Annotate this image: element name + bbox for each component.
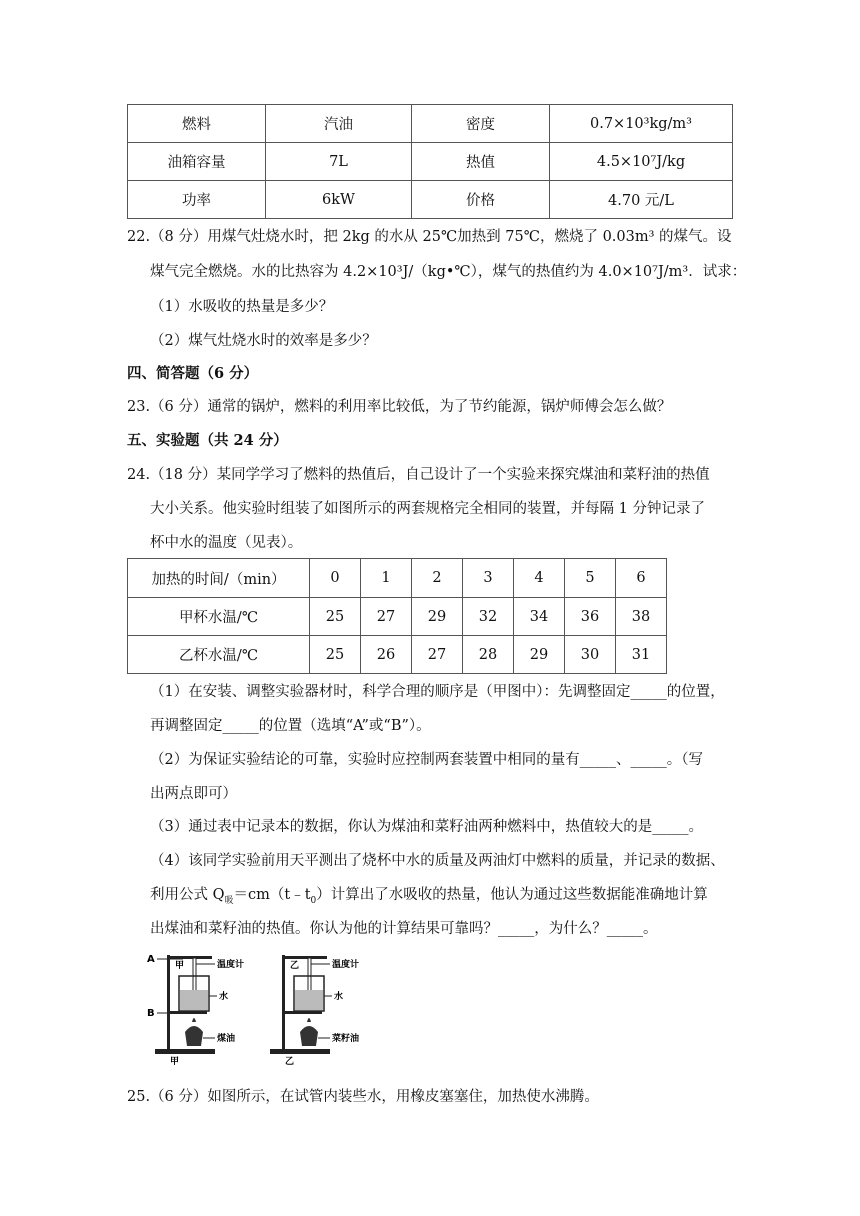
q22-line-1: 22.（8 分）用煤气灶烧水时，把 2kg 的水从 25℃加热到 75℃，燃烧了 0.03m³ 的煤气。设 bbox=[127, 229, 732, 245]
oil-lamp bbox=[300, 1026, 318, 1046]
table-cell: 功率 bbox=[128, 181, 266, 219]
apparatus-right bbox=[270, 955, 359, 1065]
table-cell: 乙杯水温/℃ bbox=[128, 636, 310, 674]
fuel-label: 煤油 bbox=[217, 1034, 236, 1044]
table-cell: 36 bbox=[565, 598, 616, 636]
table-header-cell: 0 bbox=[310, 559, 361, 598]
stand-rod bbox=[167, 955, 170, 1050]
q24-line-1: 24.（18 分）某同学学习了燃料的热值后，自己设计了一个实验来探究煤油和菜籽油的热值 bbox=[127, 467, 710, 483]
table-cell: 28 bbox=[463, 636, 514, 674]
q22-line-2: 煤气完全燃烧。水的比热容为 4.2×10³J/（kg•℃），煤气的热值约为 4.0×10⁷J/m³．试求： bbox=[150, 264, 747, 280]
table-cell: 油箱容量 bbox=[128, 143, 266, 181]
thermo-label: 温度计 bbox=[217, 960, 245, 970]
q24-part-4b bbox=[150, 885, 708, 905]
formula-sub-zero: 0 bbox=[310, 895, 317, 906]
formula-middle: ＝cm（t﹣t bbox=[233, 887, 311, 903]
table-header-cell: 5 bbox=[565, 559, 616, 598]
table-cell: 甲杯水温/℃ bbox=[128, 598, 310, 636]
temperature-table bbox=[127, 558, 667, 674]
water-label: 水 bbox=[334, 992, 344, 1002]
table-header-cell: 3 bbox=[463, 559, 514, 598]
formula-sub-absorbed: 吸 bbox=[224, 895, 234, 906]
q22-sub-2: （2）煤气灶烧水时的效率是多少？ bbox=[150, 333, 377, 349]
table-cell: 4.70 元/L bbox=[550, 181, 733, 219]
q24-part-2b: 出两点即可） bbox=[150, 786, 237, 802]
q24-part-4a: （4）该同学实验前用天平测出了烧杯中水的质量及两油灯中燃料的质量，并记录的数据、 bbox=[150, 853, 725, 869]
q24-part-2a: （2）为保证实验结论的可靠，实验时应控制两套装置中相同的量有_____、_____。（写 bbox=[150, 752, 703, 768]
table-cell: 31 bbox=[616, 636, 667, 674]
table-cell: 26 bbox=[361, 636, 412, 674]
table-cell: 价格 bbox=[412, 181, 550, 219]
fuel-label: 菜籽油 bbox=[332, 1034, 360, 1044]
table-cell: 燃料 bbox=[128, 105, 266, 143]
table-row bbox=[128, 181, 733, 219]
table-cell: 0.7×10³kg/m³ bbox=[550, 105, 733, 143]
table-cell: 29 bbox=[514, 636, 565, 674]
table-cell: 34 bbox=[514, 598, 565, 636]
apparatus-tag: 乙 bbox=[290, 961, 300, 971]
table-header-cell: 4 bbox=[514, 559, 565, 598]
stand-base bbox=[270, 1049, 330, 1054]
section-4-title: 四、简答题（6 分） bbox=[127, 365, 259, 382]
apparatus-figure bbox=[145, 950, 395, 1065]
oil-lamp bbox=[185, 1026, 203, 1046]
table-row bbox=[128, 636, 667, 674]
apparatus-tag: 甲 bbox=[175, 961, 185, 971]
table-cell: 6kW bbox=[266, 181, 412, 219]
table-row bbox=[128, 105, 733, 143]
caption-right: 乙 bbox=[285, 1057, 295, 1065]
formula-prefix: 利用公式 Q bbox=[150, 887, 225, 903]
apparatus-svg bbox=[145, 950, 395, 1065]
water bbox=[180, 990, 208, 1010]
water-label: 水 bbox=[219, 992, 229, 1002]
table-cell: 25 bbox=[310, 636, 361, 674]
table-cell: 38 bbox=[616, 598, 667, 636]
table-cell: 27 bbox=[412, 636, 463, 674]
table-header-cell: 2 bbox=[412, 559, 463, 598]
table-header-cell: 6 bbox=[616, 559, 667, 598]
table-cell: 密度 bbox=[412, 105, 550, 143]
water bbox=[295, 990, 323, 1010]
q24-part-3: （3）通过表中记录本的数据，你认为煤油和菜籽油两种燃料中，热值较大的是_____。 bbox=[150, 819, 703, 835]
q24-part-1a: （1）在安装、调整实验器材时，科学合理的顺序是（甲图中）：先调整固定_____的位置， bbox=[150, 684, 725, 700]
fuel-spec-table bbox=[127, 104, 733, 219]
clamp-arm bbox=[167, 956, 212, 959]
q23-text: 23.（6 分）通常的锅炉，燃料的利用率比较低，为了节约能源，锅炉师傅会怎么做？ bbox=[127, 399, 672, 415]
table-cell: 7L bbox=[266, 143, 412, 181]
table-cell: 29 bbox=[412, 598, 463, 636]
table-header-row bbox=[128, 559, 667, 598]
stand-rod bbox=[282, 955, 285, 1050]
thermo-label: 温度计 bbox=[332, 960, 360, 970]
table-row bbox=[128, 598, 667, 636]
table-cell: 32 bbox=[463, 598, 514, 636]
caption-left: 甲 bbox=[170, 1057, 180, 1065]
q24-part-1b: 再调整固定_____的位置（选填“A”或“B”）。 bbox=[150, 718, 431, 734]
table-header-cell: 加热的时间/（min） bbox=[128, 559, 310, 598]
q25-text: 25.（6 分）如图所示，在试管内装些水，用橡皮塞塞住，加热使水沸腾。 bbox=[127, 1089, 599, 1105]
table-cell: 4.5×10⁷J/kg bbox=[550, 143, 733, 181]
flame bbox=[307, 1018, 311, 1022]
table-row bbox=[128, 143, 733, 181]
apparatus-left bbox=[147, 954, 244, 1065]
table-cell: 27 bbox=[361, 598, 412, 636]
label-a: A bbox=[147, 954, 155, 965]
table-header-cell: 1 bbox=[361, 559, 412, 598]
q24-part-4c: 出煤油和菜籽油的热值。你认为他的计算结果可靠吗？_____，为什么？_____。 bbox=[150, 921, 658, 937]
clamp-arm bbox=[282, 956, 327, 959]
q24-line-2: 大小关系。他实验时组装了如图所示的两套规格完全相同的装置，并每隔 1 分钟记录了 bbox=[150, 501, 705, 517]
table-cell: 30 bbox=[565, 636, 616, 674]
stand-base bbox=[155, 1049, 215, 1054]
flame bbox=[192, 1018, 196, 1022]
label-b: B bbox=[147, 1008, 155, 1019]
q22-sub-1: （1）水吸收的热量是多少？ bbox=[150, 299, 334, 315]
formula-suffix: ）计算出了水吸收的热量，他认为通过这些数据能准确地计算 bbox=[316, 887, 708, 903]
table-cell: 25 bbox=[310, 598, 361, 636]
table-cell: 汽油 bbox=[266, 105, 412, 143]
q24-line-3: 杯中水的温度（见表）。 bbox=[150, 535, 303, 551]
section-5-title: 五、实验题（共 24 分） bbox=[127, 432, 288, 449]
table-cell: 热值 bbox=[412, 143, 550, 181]
